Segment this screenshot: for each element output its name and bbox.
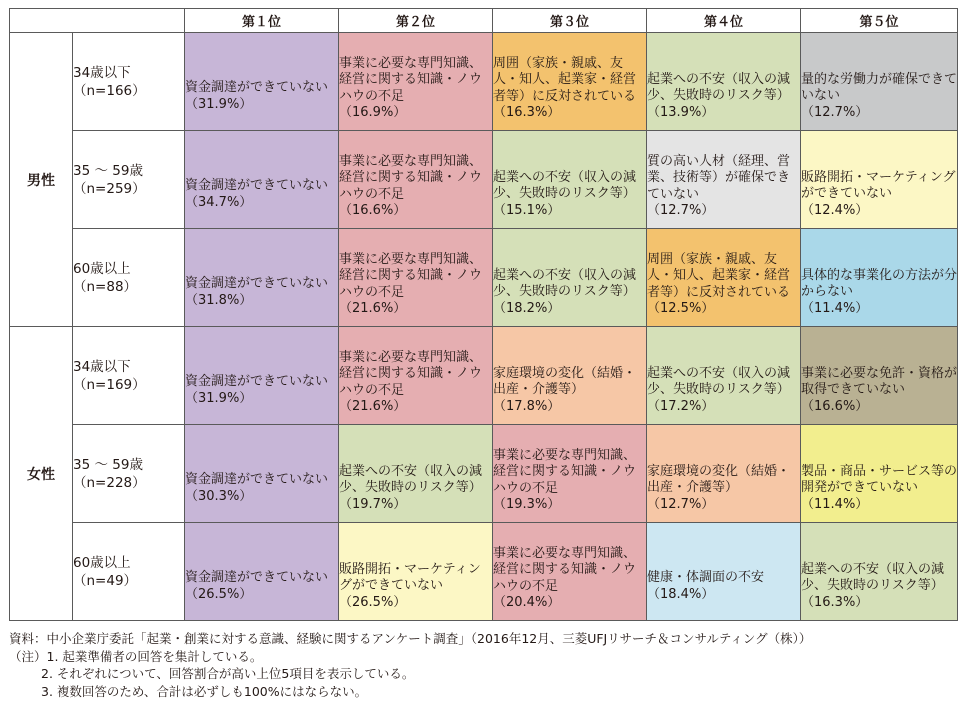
percentage: （31.9%）: [185, 96, 253, 112]
sample-size: （n=49）: [73, 572, 138, 589]
reason-text: 製品・商品・サービス等の開発ができていない: [801, 463, 958, 496]
header-rank-1: 第１位: [185, 9, 339, 33]
age-range: 34歳以下: [73, 358, 131, 375]
header-rank-5: 第５位: [801, 9, 958, 33]
reason-text: 事業に必要な専門知識、経営に関する知識・ノウハウの不足: [339, 251, 483, 300]
reason-text: 起業への不安（収入の減少、失敗時のリスク等）: [647, 365, 791, 398]
percentage: （18.4%）: [647, 586, 715, 602]
percentage: （17.8%）: [493, 398, 561, 414]
header-rank-4: 第４位: [647, 9, 801, 33]
reason-text: 資金調達ができていない: [185, 570, 329, 585]
reason-text: 起業への不安（収入の減少、失敗時のリスク等）: [647, 71, 791, 104]
age-group-cell: [73, 33, 185, 131]
rank-2-cell: [339, 425, 493, 523]
age-group-cell: [73, 229, 185, 327]
table-row: [10, 33, 958, 131]
percentage: （16.3%）: [801, 594, 869, 610]
reason-text: 資金調達ができていない: [185, 472, 329, 487]
reason-text: 起業への不安（収入の減少、失敗時のリスク等）: [493, 267, 637, 300]
rank-5-cell: [801, 229, 958, 327]
reason-text: 家庭環境の変化（結婚・出産・介護等）: [493, 365, 637, 398]
rank-4-cell: [647, 327, 801, 425]
rank-1-cell: [185, 229, 339, 327]
rank-3-cell: [493, 523, 647, 621]
percentage: （31.8%）: [185, 292, 253, 308]
rank-1-cell: [185, 425, 339, 523]
reason-text: 起業への不安（収入の減少、失敗時のリスク等）: [493, 169, 637, 202]
rank-1-cell: [185, 33, 339, 131]
rank-5-cell: [801, 327, 958, 425]
percentage: （17.2%）: [647, 398, 715, 414]
rank-3-cell: [493, 425, 647, 523]
rank-4-cell: [647, 229, 801, 327]
rank-2-cell: [339, 131, 493, 229]
reason-text: 起業への不安（収入の減少、失敗時のリスク等）: [801, 561, 945, 594]
reason-text: 家庭環境の変化（結婚・出産・介護等）: [647, 463, 791, 496]
age-group-cell: [73, 327, 185, 425]
reason-text: 周囲（家族・親戚、友人・知人、起業家・経営者等）に反対されている: [493, 55, 637, 104]
reason-text: 事業に必要な専門知識、経営に関する知識・ノウハウの不足: [493, 447, 637, 496]
age-range: 34歳以下: [73, 64, 131, 81]
table-row: [10, 523, 958, 621]
age-group-cell: [73, 425, 185, 523]
percentage: （13.9%）: [647, 104, 715, 120]
age-group-cell: [73, 523, 185, 621]
sample-size: （n=88）: [73, 278, 138, 295]
rank-3-cell: [493, 229, 647, 327]
age-range: 60歳以上: [73, 260, 131, 277]
rank-2-cell: [339, 33, 493, 131]
note-3: 3. 複数回答のため、合計は必ずしも100%にはならない。: [41, 683, 368, 699]
reason-text: 販路開拓・マーケティングができていない: [339, 561, 481, 594]
percentage: （19.7%）: [339, 496, 407, 512]
header-rank-2: 第２位: [339, 9, 493, 33]
reason-text: 周囲（家族・親戚、友人・知人、起業家・経営者等）に反対されている: [647, 251, 791, 300]
percentage: （11.4%）: [801, 496, 869, 512]
rank-4-cell: [647, 33, 801, 131]
rank-1-cell: [185, 327, 339, 425]
note-2: 2. それぞれについて、回答割合が高い上位5項目を表示している。: [41, 666, 415, 681]
reason-text: 起業への不安（収入の減少、失敗時のリスク等）: [339, 463, 483, 496]
sample-size: （n=166）: [73, 82, 146, 99]
rank-3-cell: [493, 33, 647, 131]
rank-4-cell: [647, 131, 801, 229]
percentage: （20.4%）: [493, 595, 561, 610]
reason-text: 具体的な事業化の方法が分からない: [801, 267, 958, 300]
percentage: （16.9%）: [339, 105, 407, 120]
sample-size: （n=259）: [73, 180, 146, 197]
reason-text: 事業に必要な専門知識、経営に関する知識・ノウハウの不足: [493, 545, 637, 594]
percentage: （12.7%）: [801, 104, 869, 120]
ranking-table: [9, 8, 958, 621]
rank-2-cell: [339, 229, 493, 327]
age-group-cell: [73, 131, 185, 229]
header-rank-3: 第３位: [493, 9, 647, 33]
rank-1-cell: [185, 131, 339, 229]
sample-size: （n=169）: [73, 376, 146, 393]
note-1: （注）1. 起業準備者の回答を集計している。: [9, 648, 263, 664]
percentage: （16.3%）: [493, 105, 561, 120]
rank-4-cell: [647, 425, 801, 523]
percentage: （11.4%）: [801, 300, 869, 316]
percentage: （16.6%）: [801, 398, 869, 414]
table-row: [10, 425, 958, 523]
percentage: （16.6%）: [339, 203, 407, 218]
header-blank: [10, 9, 185, 33]
rank-3-cell: [493, 327, 647, 425]
rank-2-cell: [339, 327, 493, 425]
reason-text: 資金調達ができていない: [185, 80, 329, 95]
gender-label-female: 女性: [10, 327, 73, 621]
reason-text: 資金調達ができていない: [185, 276, 329, 291]
rank-5-cell: [801, 33, 958, 131]
rank-5-cell: [801, 523, 958, 621]
source-note: 資料：中小企業庁委託「起業・創業に対する意識、経験に関するアンケート調査」（2016年12月、三菱UFJリサーチ＆コンサルティング（株））: [9, 631, 812, 646]
percentage: （26.5%）: [339, 594, 407, 610]
age-range: 35 ～ 59歳: [73, 456, 143, 473]
age-range: 60歳以上: [73, 554, 131, 571]
reason-text: 資金調達ができていない: [185, 374, 329, 389]
reason-text: 事業に必要な専門知識、経営に関する知識・ノウハウの不足: [339, 55, 483, 104]
percentage: （18.2%）: [493, 300, 561, 316]
rank-1-cell: [185, 523, 339, 621]
table-row: [10, 229, 958, 327]
reason-text: 質の高い人材（経理、営業、技術等）が確保できていない: [647, 153, 791, 202]
notes: [9, 630, 959, 700]
age-range: 35 ～ 59歳: [73, 162, 143, 179]
reason-text: 量的な労働力が確保できていない: [801, 71, 958, 104]
table-row: [10, 131, 958, 229]
reason-text: 販路開拓・マーケティングができていない: [801, 169, 956, 202]
reason-text: 事業に必要な免許・資格が取得できていない: [801, 365, 958, 398]
rank-2-cell: [339, 523, 493, 621]
percentage: （26.5%）: [185, 586, 253, 602]
reason-text: 事業に必要な専門知識、経営に関する知識・ノウハウの不足: [339, 349, 483, 398]
percentage: （21.6%）: [339, 301, 407, 316]
percentage: （31.9%）: [185, 390, 253, 406]
percentage: （12.4%）: [801, 202, 869, 218]
percentage: （21.6%）: [339, 399, 407, 414]
rank-5-cell: [801, 425, 958, 523]
percentage: （19.3%）: [493, 497, 561, 512]
gender-label-male: 男性: [10, 33, 73, 327]
reason-text: 事業に必要な専門知識、経営に関する知識・ノウハウの不足: [339, 153, 483, 202]
rank-5-cell: [801, 131, 958, 229]
table-row: [10, 327, 958, 425]
percentage: （15.1%）: [493, 202, 561, 218]
percentage: （34.7%）: [185, 194, 253, 210]
sample-size: （n=228）: [73, 474, 146, 491]
reason-text: 資金調達ができていない: [185, 178, 329, 193]
percentage: （12.5%）: [647, 301, 715, 316]
rank-3-cell: [493, 131, 647, 229]
rank-4-cell: [647, 523, 801, 621]
percentage: （12.7%）: [647, 203, 715, 218]
reason-text: 健康・体調面の不安: [647, 570, 765, 585]
header-row: [10, 9, 958, 33]
percentage: （12.7%）: [647, 496, 715, 512]
percentage: （30.3%）: [185, 488, 253, 504]
